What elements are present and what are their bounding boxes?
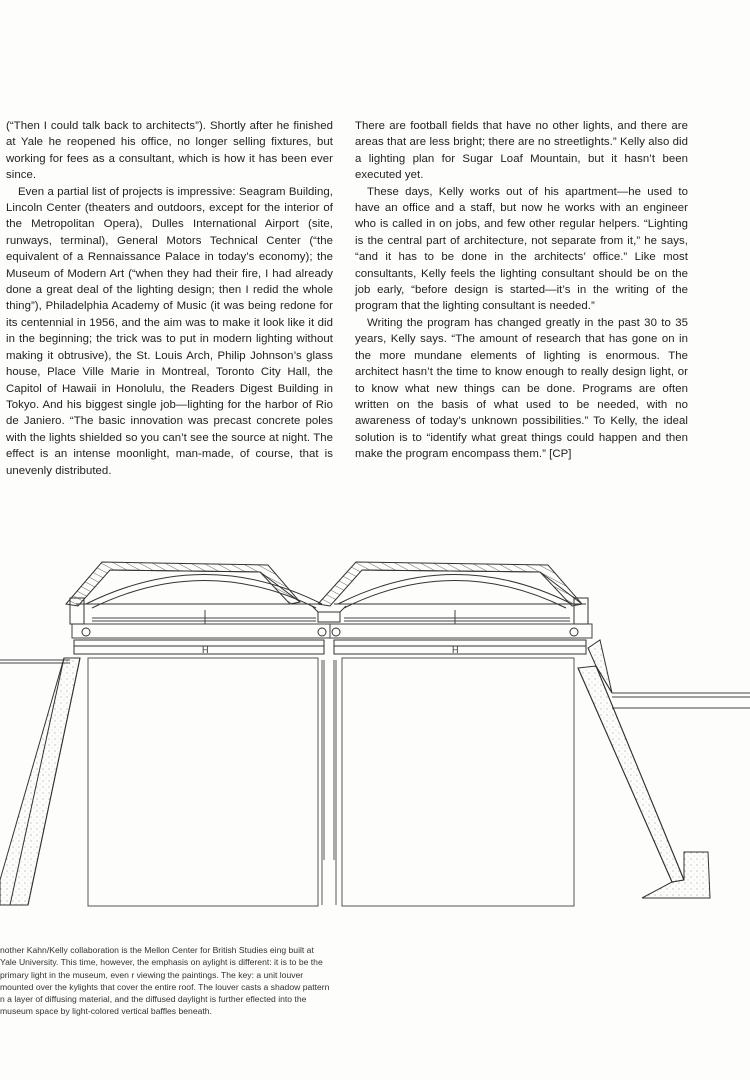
left-wall xyxy=(0,658,80,905)
paragraph: There are football fields that have no other lights, and there are areas that are less bright; there are no streetlights.” Kelly also did a lighting plan for Sugar Loaf Mountain, but it hasn’t been executed yet. xyxy=(355,120,688,182)
sun-louvers xyxy=(66,562,582,606)
left-text-column xyxy=(6,118,333,479)
paragraph: Even a partial list of projects is impressive: Seagram Building, Lincoln Center (theaters and outdoors, except for the interior of the Metropolitan Opera), Dulles International Airport (site, runways, terminal), General Motors Technical Center (“the equivalent of a Rennaissance Palace in today’s economy); the Museum of Modern Art (“when they had their fire, I had already done a great deal of the lighting design; then I redid the whole thing”), Philadelphia Academy of Music (it was being redone for its centennial in 1956, and the aim was to make it look like it did in the beginning; the trick was to put in modern lighting without making it obtrusive), the St. Louis Arch, Philip Johnson’s glass house, Place Ville Marie in Montreal, Toronto City Hall, the Capitol of Hawaii in Honolulu, the Readers Digest Building in Tokyo. And his biggest single job—lighting for the harbor of Rio de Janiero. “The basic innovation was precast concrete poles with the lights shielded so you can’t see the source at night. The effect is an intense moonlight, man-made, of course, that is unevenly distributed. xyxy=(6,185,333,477)
section-label: H xyxy=(452,645,459,655)
roof-beams xyxy=(72,624,592,654)
right-wall xyxy=(578,640,710,898)
right-text-column xyxy=(355,118,688,463)
gutter xyxy=(312,606,346,622)
caption-text: nother Kahn/Kelly collaboration is the Mellon Center for British Studies eing built at Yale University. This time, however, the emphasis on aylight is different: it is to be the primary light in the museum, even r viewing the paintings. The key: a unit louver mounted over the kylights that cover the entire roof. The louver casts a shadow pattern n a layer of diffusing material, and the diffused daylight is further eflected into the museum space by light-colored vertical baffles beneath. xyxy=(0,945,330,1017)
grade-line xyxy=(0,660,750,708)
section-label: H xyxy=(202,645,209,655)
gallery-baffles xyxy=(88,658,574,906)
paragraph: These days, Kelly works out of his apartment—he used to have an office and a staff, but now he works with an engineer who is called in on jobs, and few other regular helpers. “Lighting is the central part of architecture, not separate from it,” he says, “and it has to be done in the architects’ office.” Like most consultants, Kelly feels the lighting consultant should be on the job early, “before design is started—it’s in the writing of the program that the lighting consultant is needed.” xyxy=(355,185,688,313)
paragraph: Writing the program has changed greatly in the past 30 to 35 years, Kelly says. “The amount of research that has gone on in the more mundane elements of lighting is enormous. The architect hasn’t the time to know enough to really design light, or to know what new things can be done. Programs are often written on the basis of what used to be needed, with no awareness of today’s unknown possibilities.” To Kelly, the ideal solution is to “identify what great things could happen and then make the program encompass them.” [CP] xyxy=(355,316,688,461)
figure-caption xyxy=(0,944,332,1018)
paragraph: (“Then I could talk back to architects”). Shortly after he finished at Yale he reopened his office, no longer selling fixtures, but working for fees as a consultant, which is how it has been ever since. xyxy=(6,120,333,182)
skylight-section-drawing xyxy=(0,540,750,930)
